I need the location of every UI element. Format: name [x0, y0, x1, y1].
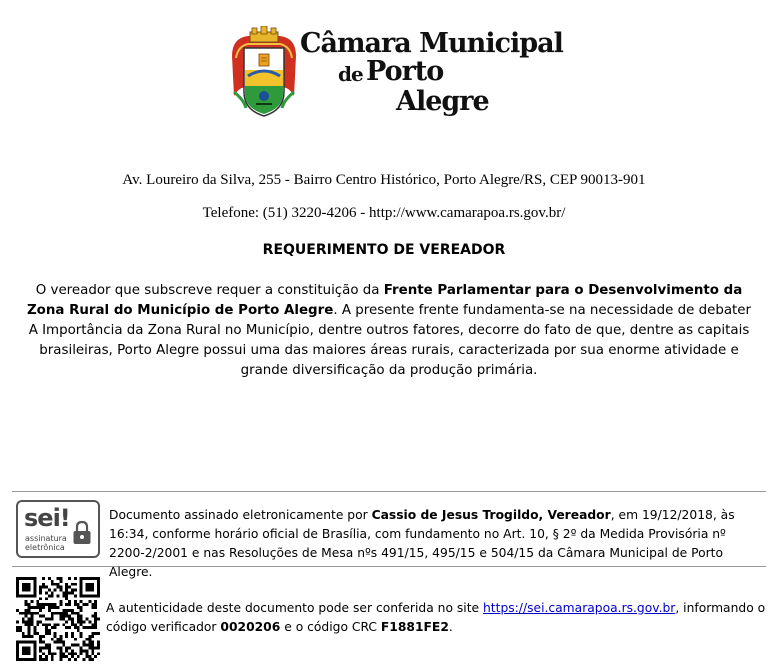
body-emphasis: Frente Parlamentar para o Desenvolvimento da Zona Rural do Município de Porto Alegre: [26, 283, 743, 318]
document-body: [24, 281, 754, 381]
sei-logo-sub-1: assinatura: [25, 534, 67, 543]
brand-line-3: Alegre: [396, 86, 489, 117]
signature-text-part-1: Documento assinado eletronicamente por: [109, 508, 372, 522]
verify-text-part-2: , informando o código verificador: [106, 601, 766, 634]
city-coat-of-arms-icon: [228, 26, 300, 118]
brand-line-2-de: de: [338, 62, 363, 86]
lock-icon: [71, 520, 93, 546]
signature-text: [109, 506, 765, 582]
brand-line-1: Câmara Municipal: [300, 28, 563, 59]
verification-link[interactable]: https://sei.camarapoa.rs.gov.br: [483, 601, 676, 615]
address-line: Av. Loureiro da Silva, 255 - Bairro Centro Histórico, Porto Alegre/RS, CEP 90013-901: [122, 172, 646, 188]
electronic-signature-block: [12, 491, 766, 579]
document-title: REQUERIMENTO DE VEREADOR: [262, 242, 506, 258]
verify-text-part-4: .: [448, 620, 453, 634]
letterhead: [228, 26, 563, 122]
verify-text-part-1: A autenticidade deste documento pode ser conferida no site: [106, 601, 484, 615]
phone-line: Telefone: (51) 3220-4206 - http://www.camarapoa.rs.gov.br/: [202, 205, 566, 221]
body-text-part-1: O vereador que subscreve requer a constituição da: [35, 283, 384, 298]
crc-code: F1881FE2: [380, 620, 449, 634]
authenticity-text: [106, 599, 766, 637]
brand-line-2-porto: Porto: [366, 56, 444, 87]
sei-logo-word: sei!: [24, 504, 70, 532]
signer-name: Cassio de Jesus Trogildo, Vereador: [371, 508, 611, 522]
signature-text-part-2: , em 19/12/2018, às 16:34, conforme horário oficial de Brasília, com fundamento no Art. 10, § 2º da Medida Provisória nº 2200-2/2001 e nas Resoluções de Mesa nºs 491/15, 495/15 e 504/15 da Câmara Municipal de Porto Alegre.: [109, 508, 735, 579]
sei-logo-sub-2: eletrônica: [25, 543, 65, 552]
body-text-part-2: . A presente frente fundamenta-se na necessidade de debater A Importância da Zona Rural no Município, dentre outros fatores, decorre do fato de que, dentre as capitais brasileiras, Porto Alegre possui uma das maiores áreas rurais, caracterizada por sua enorme atividade e grande diversificação da produção primária.: [28, 303, 752, 378]
sei-signature-logo: [16, 500, 100, 558]
qr-code-icon[interactable]: [16, 577, 100, 661]
verification-code: 0020206: [220, 620, 281, 634]
verify-text-part-3: e o código CRC: [280, 620, 381, 634]
authenticity-block: [12, 573, 766, 663]
